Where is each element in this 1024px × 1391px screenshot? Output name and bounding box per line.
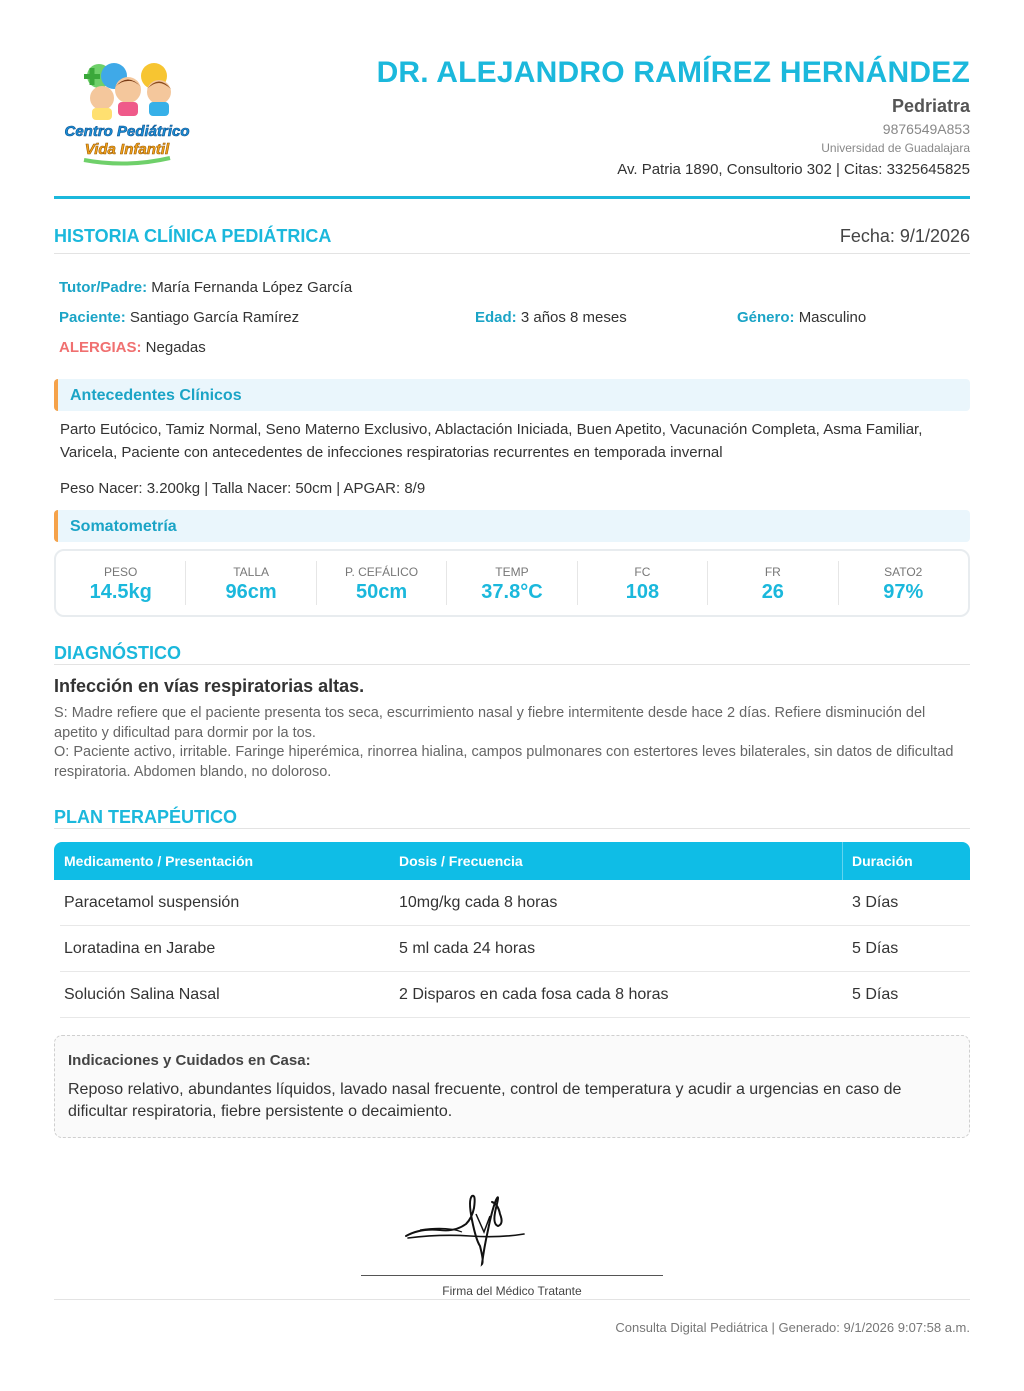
vital-value: 97% bbox=[883, 581, 924, 603]
cell-duration: 5 Días bbox=[852, 940, 899, 957]
cell-dose: 10mg/kg cada 8 horas bbox=[399, 894, 558, 911]
diagnostico-title: DIAGNÓSTICO bbox=[54, 643, 182, 663]
objective-note: O: Paciente activo, irritable. Faringe hiperémica, rinorrea hialina, campos pulmonares con estertores leves bilaterales, sin datos de dificultad respiratoria. Abdomen blando, no doloroso. bbox=[54, 744, 954, 780]
antecedentes-header bbox=[54, 379, 970, 411]
antecedentes-title: Antecedentes Clínicos bbox=[70, 387, 242, 404]
antecedentes-text: Parto Eutócico, Tamiz Normal, Seno Materno Exclusivo, Ablactación Iniciada, Buen Apetito, Vacunación Completa, Asma Familiar, Varicela, Paciente con antecedentes de infecciones respiratorias recurrentes en temporada invernal bbox=[60, 421, 923, 461]
table-row bbox=[60, 972, 970, 1018]
age-label: Edad: bbox=[475, 309, 517, 326]
diagnostico-divider bbox=[54, 664, 970, 665]
vital-respiratory-rate bbox=[708, 561, 838, 605]
handwritten-signature bbox=[400, 1188, 530, 1268]
diagnosis-notes bbox=[54, 704, 960, 782]
header-medication: Medicamento / Presentación bbox=[64, 853, 254, 869]
cell-duration: 5 Días bbox=[852, 986, 899, 1003]
vital-label: SATO2 bbox=[884, 565, 923, 579]
subjective-note: S: Madre refiere que el paciente presenta tos seca, escurrimiento nasal y fiebre intermitente desde hace 2 días. Refiere disminución del apetito y dificultad para dormir por la tos. bbox=[54, 705, 926, 741]
doctor-name: DR. ALEJANDRO RAMÍREZ HERNÁNDEZ bbox=[376, 56, 970, 89]
vital-value: 50cm bbox=[355, 581, 408, 603]
medication-table bbox=[54, 842, 970, 1018]
logo-line1: Centro Pediátrico bbox=[64, 123, 190, 140]
diagnosis-main: Infección en vías respiratorias altas. bbox=[54, 676, 365, 696]
cell-medication: Loratadina en Jarabe bbox=[64, 940, 216, 957]
record-title: HISTORIA CLÍNICA PEDIÁTRICA bbox=[54, 226, 332, 246]
footer-text: Consulta Digital Pediátrica | Generado: 9/1/2026 9:07:58 a.m. bbox=[615, 1320, 970, 1335]
vital-label: P. CEFÁLICO bbox=[344, 565, 419, 579]
home-care-box bbox=[54, 1035, 970, 1138]
somatometria-title: Somatometría bbox=[70, 518, 177, 535]
vital-label: FC bbox=[634, 565, 651, 579]
signature-line bbox=[361, 1275, 663, 1276]
table-header bbox=[54, 842, 970, 880]
doctor-university: Universidad de Guadalajara bbox=[821, 141, 970, 155]
tutor-field bbox=[59, 279, 352, 296]
gender-field bbox=[737, 309, 866, 326]
vital-heart-rate bbox=[578, 561, 708, 605]
vital-value: 37.8°C bbox=[481, 581, 543, 603]
header-divider bbox=[54, 196, 970, 199]
clinic-logo bbox=[54, 54, 200, 178]
patient-value: Santiago García Ramírez bbox=[129, 309, 300, 326]
cell-medication: Solución Salina Nasal bbox=[64, 986, 220, 1003]
tutor-label: Tutor/Padre: bbox=[59, 279, 148, 296]
gender-value: Masculino bbox=[798, 309, 867, 326]
age-value: 3 años 8 meses bbox=[520, 309, 627, 326]
tutor-value: María Fernanda López García bbox=[151, 279, 353, 296]
cell-dose: 5 ml cada 24 horas bbox=[399, 940, 536, 957]
section-marker bbox=[54, 510, 58, 542]
patient-label: Paciente: bbox=[59, 309, 126, 326]
header-dose: Dosis / Frecuencia bbox=[399, 853, 523, 869]
header-duration: Duración bbox=[852, 853, 913, 869]
allergies-label: ALERGIAS: bbox=[59, 339, 142, 356]
vital-height bbox=[186, 561, 316, 605]
footer-divider bbox=[54, 1299, 970, 1300]
vital-weight bbox=[56, 561, 186, 605]
cell-dose: 2 Disparos en cada fosa cada 8 horas bbox=[399, 986, 669, 1003]
section-marker bbox=[54, 379, 58, 411]
vital-label: TEMP bbox=[495, 565, 529, 579]
cell-medication: Paracetamol suspensión bbox=[64, 894, 240, 911]
home-care-title: Indicaciones y Cuidados en Casa: bbox=[68, 1052, 311, 1069]
vital-value: 108 bbox=[625, 581, 660, 603]
vital-label: FR bbox=[764, 565, 781, 579]
title-divider bbox=[54, 253, 970, 254]
allergies-field bbox=[59, 339, 206, 356]
gender-label: Género: bbox=[737, 309, 795, 326]
patient-field bbox=[59, 309, 299, 326]
doctor-address: Av. Patria 1890, Consultorio 302 | Citas: 3325645825 bbox=[617, 161, 970, 178]
clinical-record-page bbox=[54, 0, 970, 1391]
home-care-text: Reposo relativo, abundantes líquidos, lavado nasal frecuente, control de temperatura y acudir a urgencias en caso de dificultar respiratoria, fiebre persistente o decaimiento. bbox=[68, 1081, 902, 1120]
signature-caption: Firma del Médico Tratante bbox=[442, 1284, 582, 1298]
plan-title: PLAN TERAPÉUTICO bbox=[54, 807, 238, 827]
somatometria-header bbox=[54, 510, 970, 542]
vital-label: PESO bbox=[104, 565, 138, 579]
allergies-value: Negadas bbox=[145, 339, 206, 356]
cell-duration: 3 Días bbox=[852, 894, 899, 911]
vital-temperature bbox=[447, 561, 577, 605]
vital-oxygen-saturation bbox=[839, 561, 968, 605]
header-separator bbox=[842, 842, 843, 880]
table-row bbox=[60, 880, 970, 926]
logo-line2: Vida Infantil bbox=[84, 141, 170, 158]
age-field bbox=[475, 309, 627, 326]
vital-value: 14.5kg bbox=[89, 581, 152, 603]
plan-divider bbox=[54, 828, 970, 829]
vital-value: 26 bbox=[761, 581, 784, 603]
vital-label: TALLA bbox=[233, 565, 270, 579]
vital-value: 96cm bbox=[225, 581, 277, 603]
table-row bbox=[60, 926, 970, 972]
birth-data: Peso Nacer: 3.200kg | Talla Nacer: 50cm | APGAR: 8/9 bbox=[60, 480, 426, 497]
doctor-license: 9876549A853 bbox=[882, 121, 970, 137]
doctor-specialty: Pedriatra bbox=[891, 96, 970, 116]
record-date: Fecha: 9/1/2026 bbox=[839, 226, 970, 246]
vitals-panel bbox=[54, 549, 970, 617]
vital-head-circumference bbox=[317, 561, 447, 605]
